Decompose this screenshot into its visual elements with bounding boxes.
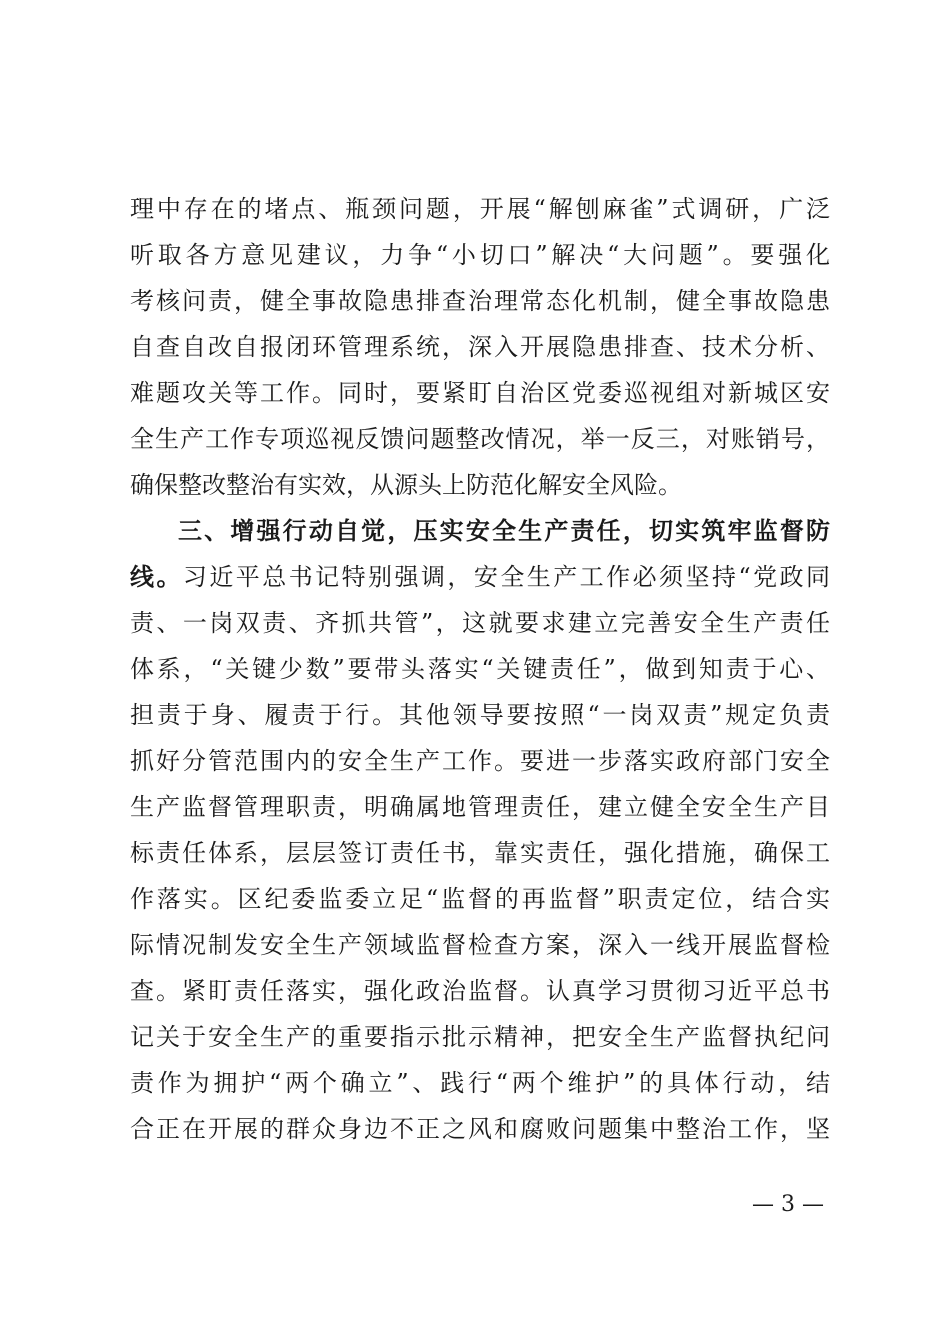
text-line: 抓好分管范围内的安全生产工作。要进一步落实政府部门安全 [130,747,830,775]
text-line [130,554,830,600]
text-line-rest: 习近平总书记特别强调，安全生产工作必须坚持“党政同 [182,563,830,591]
text-line: 记关于安全生产的重要指示批示精神，把安全生产监督执纪问 [130,1023,830,1051]
section-heading: 三、增强行动自觉，压实安全生产责任，切实筑牢监督防 [178,516,830,545]
text-line: 标责任体系，层层签订责任书，靠实责任，强化措施，确保工 [130,839,830,867]
text-line: 难题攻关等工作。同时，要紧盯自治区党委巡视组对新城区安 [130,379,830,407]
section-heading-end: 线。 [130,562,183,591]
text-line: 理中存在的堵点、瓶颈问题，开展“解刨麻雀”式调研，广泛 [130,195,830,223]
text-line: 查。紧盯责任落实，强化政治监督。认真学习贯彻习近平总书 [130,977,830,1005]
text-line: 体系，“关键少数”要带头落实“关键责任”，做到知责于心、 [130,655,830,683]
text-line: 自查自改自报闭环管理系统，深入开展隐患排查、技术分析、 [130,333,830,361]
text-line: 际情况制发安全生产领域监督检查方案，深入一线开展监督检 [130,931,830,959]
text-line: 责作为拥护“两个确立”、践行“两个维护”的具体行动，结 [130,1069,830,1097]
text-line: 合正在开展的群众身边不正之风和腐败问题集中整治工作，坚 [130,1115,830,1143]
text-line: 责、一岗双责、齐抓共管”，这就要求建立完善安全生产责任 [130,609,830,637]
text-line: 生产监督管理职责，明确属地管理责任，建立健全安全生产目 [130,793,830,821]
text-line: 考核问责，健全事故隐患排查治理常态化机制，健全事故隐患 [130,287,830,315]
text-line: 作落实。区纪委监委立足“监督的再监督”职责定位，结合实 [130,885,830,913]
body-text [130,186,830,1152]
text-line: 确保整改整治有实效，从源头上防范化解安全风险。 [130,471,682,499]
text-line: 担责于身、履责于行。其他领导要按照“一岗双责”规定负责 [130,701,830,729]
text-line: 全生产工作专项巡视反馈问题整改情况，举一反三，对账销号， [130,425,830,453]
text-line: 听取各方意见建议，力争“小切口”解决“大问题”。要强化 [130,241,830,269]
page-number: — 3 — [752,1192,824,1217]
